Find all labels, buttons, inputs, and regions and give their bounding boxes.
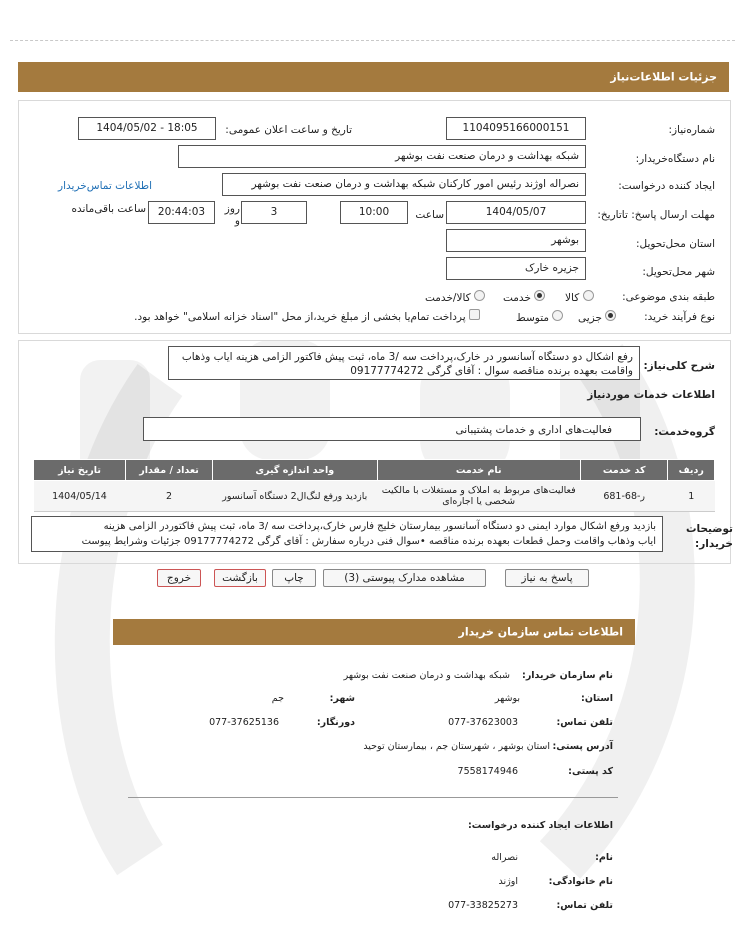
- notes-line-2: ایاب وذهاب واقامت وحمل قطعات بعهده برنده مناقصه •سوال فنی درباره سفارش : آقای گرگی 09177774272 جزئیات وشرایط پیوست: [81, 536, 656, 547]
- summary-field: [168, 346, 640, 380]
- summary-line-1: رفع اشکال دو دستگاه آسانسور در خارک،پرداخت سه /3 ماه، ثبت پیش فاکتور الزامی هزینه ایاب وذهاب: [181, 351, 633, 363]
- process-radio-minor[interactable]: جزیی: [578, 310, 616, 324]
- announce-date-label: تاریخ و ساعت اعلان عمومی:: [225, 124, 352, 136]
- province-label: استان محل‌تحویل:: [635, 238, 715, 250]
- services-section-title: اطلاعات خدمات موردنیاز: [587, 389, 715, 401]
- back-button[interactable]: بازگشت: [214, 569, 266, 587]
- category-label: طبقه بندی موضوعی:: [622, 291, 715, 303]
- radio-minor-icon[interactable]: [605, 310, 616, 321]
- cell-qty: 2: [125, 481, 212, 512]
- page-header: [18, 62, 729, 92]
- contact-address-value: استان بوشهر ، شهرستان جم ، بیمارستان توحید: [363, 741, 550, 752]
- deadline-time-label: ساعت: [415, 209, 444, 221]
- process-label: نوع فرآیند خرید:: [644, 311, 715, 323]
- need-number-field: 1104095166000151: [446, 117, 586, 140]
- cell-code: ر-68-681: [580, 481, 668, 512]
- category-radio-goods-service[interactable]: کالا/خدمت: [425, 290, 485, 304]
- contact-header: [113, 619, 635, 645]
- contact-address-label: آدرس پستی:: [552, 741, 613, 752]
- contact-city-value: جم: [271, 693, 284, 704]
- province-field: بوشهر: [446, 229, 586, 252]
- col-qty: تعداد / مقدار: [125, 460, 212, 481]
- deadline-label: مهلت ارسال پاسخ: تاتاریخ:: [597, 209, 715, 221]
- contact-title: اطلاعات تماس سازمان خریدار: [458, 625, 623, 639]
- reply-button[interactable]: پاسخ به نیاز: [505, 569, 589, 587]
- col-row: ردیف: [668, 460, 715, 481]
- need-number-label: شماره‌نیاز:: [668, 124, 715, 136]
- contact-province-label: استان:: [581, 693, 613, 704]
- table-row: [34, 481, 715, 512]
- cell-name: فعالیت‌های مربوط به املاک و مستغلات با مالکیت شخصی یا اجاره‌ای: [377, 481, 580, 512]
- remaining-label: ساعت باقی‌مانده: [71, 203, 146, 215]
- col-unit: واحد اندازه گیری: [213, 460, 377, 481]
- exit-button[interactable]: خروج: [157, 569, 201, 587]
- top-divider: [10, 40, 735, 41]
- creator-field: نصراله اوژند رئیس امور کارکنان شبکه بهداشت و درمان صنعت نفت بوشهر: [222, 173, 586, 196]
- services-table: [33, 459, 715, 512]
- deadline-date-field: 1404/05/07: [446, 201, 586, 224]
- buyer-notes-label: توضیحات خریدار:: [685, 523, 733, 550]
- radio-goods-icon[interactable]: [583, 290, 594, 301]
- attachments-button[interactable]: مشاهده مدارک پیوستی (3): [323, 569, 486, 587]
- contact-org-value: شبکه بهداشت و درمان صنعت نفت بوشهر: [343, 670, 510, 681]
- page-title: جزئیات اطلاعات‌نیاز: [610, 70, 717, 84]
- creator-name-label: نام:: [595, 852, 613, 863]
- col-name: نام خدمت: [377, 460, 580, 481]
- buyer-notes-field: [31, 516, 663, 552]
- contact-province-value: بوشهر: [494, 693, 520, 704]
- contact-divider: [128, 797, 618, 798]
- creator-info-title: اطلاعات ایجاد کننده درخواست:: [467, 820, 613, 831]
- service-group-field: فعالیت‌های اداری و خدمات پشتیبانی: [143, 417, 641, 441]
- notes-line-1: بازدید ورفع اشکال موارد ایمنی دو دستگاه آسانسور بیمارستان خلیج فارس خارک،پرداخت سه /3 ماه، ثبت پیش فاکتوردر الزامی هزینه: [103, 521, 656, 532]
- creator-name-value: نصراله: [491, 852, 518, 863]
- contact-fax-value: 077-37625136: [209, 717, 279, 728]
- buyer-org-field: شبکه بهداشت و درمان صنعت نفت بوشهر: [178, 145, 586, 168]
- contact-postal-value: 7558174946: [457, 766, 518, 777]
- process-radio-medium[interactable]: متوسط: [516, 310, 563, 324]
- cell-date: 1404/05/14: [34, 481, 126, 512]
- remaining-time-field: 20:44:03: [148, 201, 215, 224]
- radio-service-icon[interactable]: [534, 290, 545, 301]
- col-code: کد خدمت: [580, 460, 668, 481]
- announce-date-field: 1404/05/02 - 18:05: [78, 117, 216, 140]
- days-label: روز و: [224, 203, 240, 227]
- col-date: تاریخ نیاز: [34, 460, 126, 481]
- creator-phone-value: 077-33825273: [448, 900, 518, 911]
- service-group-label: گروه‌خدمت:: [654, 426, 715, 438]
- creator-label: ایجاد کننده درخواست:: [618, 180, 715, 192]
- city-label: شهر محل‌تحویل:: [642, 266, 715, 278]
- summary-line-2: واقامت بعهده برنده مناقصه سوال : آقای گرگی 09177774272: [350, 365, 633, 377]
- treasury-checkbox-row[interactable]: پرداخت تمام‌یا بخشی از مبلغ خرید،از محل "اسناد خزانه اسلامی" خواهد بود.: [108, 309, 480, 323]
- radio-medium-icon[interactable]: [552, 310, 563, 321]
- contact-phone-label: تلفن تماس:: [556, 717, 613, 728]
- category-radio-service[interactable]: خدمت: [503, 290, 545, 304]
- category-radio-goods[interactable]: کالا: [565, 290, 594, 304]
- contact-org-label: نام سازمان خریدار:: [522, 670, 613, 681]
- buyer-org-label: نام دستگاه‌خریدار:: [635, 153, 715, 165]
- radio-goods-service-icon[interactable]: [474, 290, 485, 301]
- treasury-checkbox[interactable]: [469, 309, 480, 320]
- days-field: 3: [241, 201, 307, 224]
- cell-unit: بازدید ورفع لنگ‌ال2 دستگاه آسانسور: [213, 481, 377, 512]
- contact-city-label: شهر:: [329, 693, 355, 704]
- deadline-time-field: 10:00: [340, 201, 408, 224]
- creator-family-value: اوژند: [498, 876, 518, 887]
- summary-label: شرح کلی‌نیاز:: [643, 360, 715, 372]
- contact-fax-label: دورنگار:: [316, 717, 355, 728]
- creator-family-label: نام خانوادگی:: [548, 876, 613, 887]
- cell-row: 1: [668, 481, 715, 512]
- print-button[interactable]: چاپ: [272, 569, 316, 587]
- table-header-row: [34, 460, 715, 481]
- creator-phone-label: تلفن تماس:: [556, 900, 613, 911]
- city-field: جزیره خارک: [446, 257, 586, 280]
- contact-postal-label: کد پستی:: [568, 766, 613, 777]
- contact-phone-value: 077-37623003: [448, 717, 518, 728]
- buyer-contact-link[interactable]: اطلاعات تماس‌خریدار: [58, 180, 152, 192]
